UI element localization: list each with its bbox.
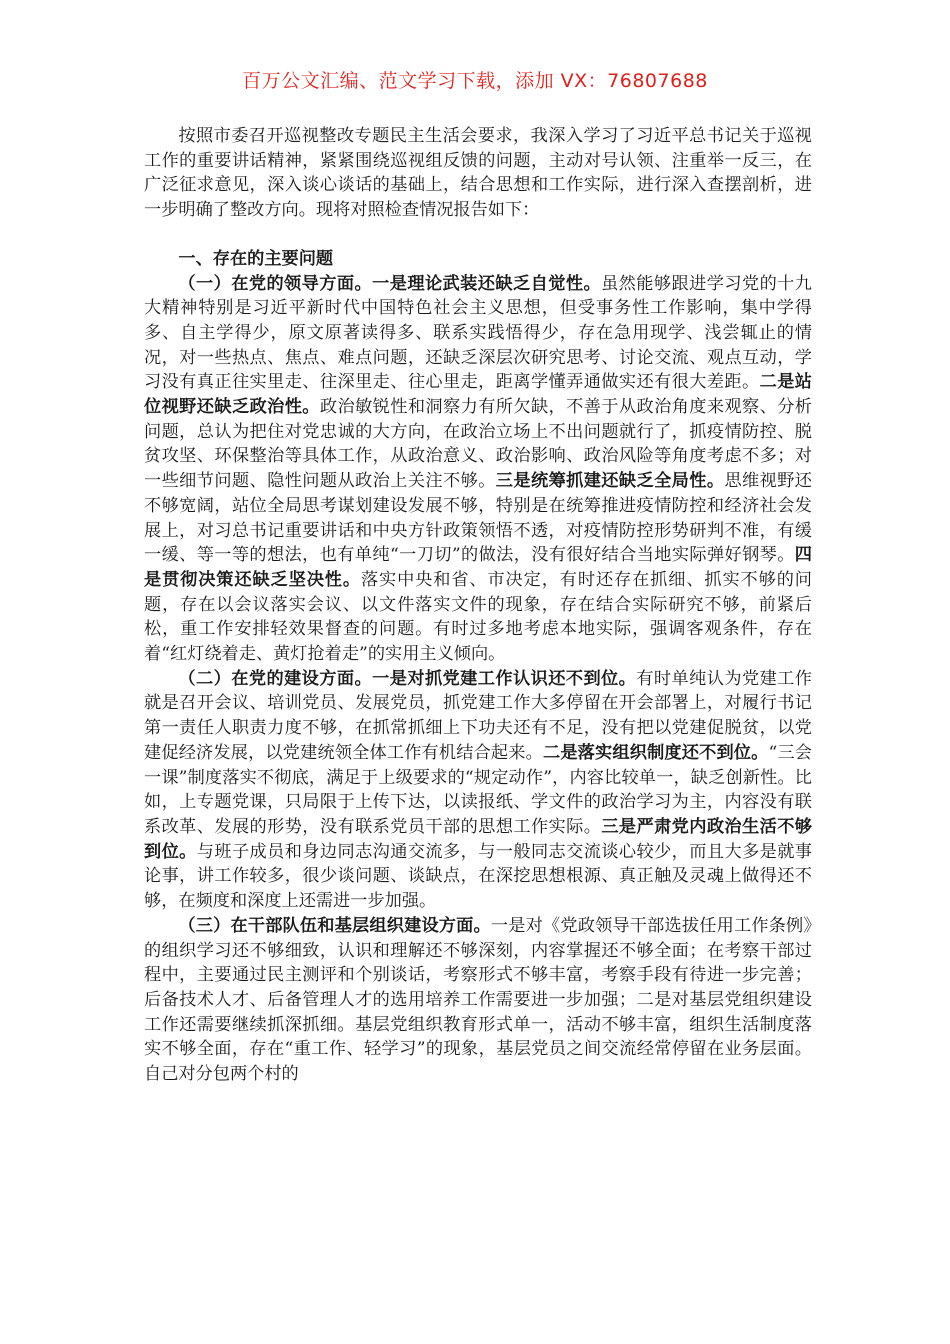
paragraph-text: 虽然能够跟进学习党的十九大精神特别是习近平新时代中国特色社会主义思想，但受事务性工作影响，集中学得多、自主学得少，原文原著读得多、联系实践悟得少，存在急用现学、浅尝辄止的情况，对一些热点、焦点、难点问题，还缺乏深层次研究思考、讨论交流、观点互动，学习没有真正往实里走、往深里走、往心里走，距离学懂弄通做实还有很大差距。	[144, 273, 812, 393]
paragraph-text: “三会一课”制度落实不彻底，满足于上级要求的“规定动作”，内容比较单一，缺乏创新性。比如，上专题党课，只局限于上传下达，以读报纸、学文件的政治学习为主，内容没有联系改革、发展的形势，没有联系党员干部的思想工作实际。	[144, 742, 812, 837]
paragraph-party-building	[144, 667, 812, 914]
document-body	[144, 124, 812, 1087]
intro-paragraph: 按照市委召开巡视整改专题民主生活会要求，我深入学习了习近平总书记关于巡视工作的重要讲话精神，紧紧围绕巡视组反馈的问题，主动对号认领、注重举一反三，在广泛征求意见，深入谈心谈话的基础上，结合思想和工作实际，进行深入查摆剖析，进一步明确了整改方向。现将对照检查情况报告如下：	[144, 126, 812, 221]
bold-lead: 四是贯彻决策还缺乏坚决性。	[144, 545, 812, 590]
bold-lead: 三是统筹抓建还缺乏全局性。	[495, 471, 725, 492]
bold-lead: 三是严肃党内政治生活不够到位。	[144, 816, 812, 862]
bold-lead: （二）在党的建设方面。一是对抓党建工作认识还不到位。	[178, 668, 637, 689]
paragraph-text: 思维视野还不够宽阔，站位全局思考谋划建设发展不够，特别是在统筹推进疫情防控和经济社会发展上，对习总书记重要讲话和中央方针政策领悟不透，对疫情防控形势研判不准，有缓一缓、等一等的想法，也有单纯“一刀切”的做法，没有很好结合当地实际弹好钢琴。	[144, 471, 812, 566]
bold-lead: 二是落实组织制度还不到位。	[542, 742, 769, 763]
paragraph-text: 有时单纯认为党建工作就是召开会议、培训党员、发展党员，抓党建工作大多停留在开会部署上，对履行书记第一责任人职责力度不够，在抓常抓细上下功夫还有不足，没有把以党建促脱贫，以党建促经济发展，以党建统领全体工作有机结合起来。	[144, 668, 812, 763]
paragraph-cadre-building	[144, 914, 812, 1087]
bold-lead: （一）在党的领导方面。一是理论武装还缺乏自觉性。	[178, 273, 602, 294]
bold-lead: （三）在干部队伍和基层组织建设方面。	[178, 915, 491, 936]
paragraph-text: 一是对《党政领导干部选拔任用工作条例》的组织学习还不够细致，认识和理解还不够深刻，内容掌握还不够全面；在考察干部过程中，主要通过民主测评和个别谈话，考察形式不够丰富，考察手段有待进一步完善；后备技术人才、后备管理人才的选用培养工作需要进一步加强；二是对基层党组织建设工作还需要继续抓深抓细。基层党组织教育形式单一，活动不够丰富，组织生活制度落实不够全面，存在“重工作、轻学习”的现象，基层党员之间交流经常停留在业务层面。自己对分包两个村的	[144, 915, 812, 1085]
paragraph-party-leadership	[144, 272, 812, 667]
paragraph-text: 政治敏锐性和洞察力有所欠缺，不善于从政治角度来观察、分析问题，总认为把住对党忠诚的大方向，在政治立场上不出问题就行了，抓疫情防控、脱贫攻坚、环保整治等具体工作，从政治意义、政治影响、政治风险等角度考虑不多；对一些细节问题、隐性问题从政治上关注不够。	[144, 397, 812, 492]
section-heading: 一、存在的主要问题	[178, 248, 334, 269]
paragraph-text: 与班子成员和身边同志沟通交流多，与一般同志交流谈心较少，而且大多是就事论事，讲工作较多，很少谈问题、谈缺点，在深挖思想根源、真正触及灵魂上做得还不够，在频度和深度上还需进一步加强。	[144, 841, 812, 912]
bold-lead: 二是站位视野还缺乏政治性。	[144, 372, 812, 418]
header-banner: 百万公文汇编、范文学习下载，添加 VX：76807688	[242, 70, 708, 92]
paragraph-text: 落实中央和省、市决定，有时还存在抓细、抓实不够的问题，存在以会议落实会议、以文件落实文件的现象，存在结合实际研究不够，前紧后松，重工作安排轻效果督查的问题。有时过多地考虑本地实际，强调客观条件，存在着“红灯绕着走、黄灯抢着走”的实用主义倾向。	[144, 569, 812, 665]
